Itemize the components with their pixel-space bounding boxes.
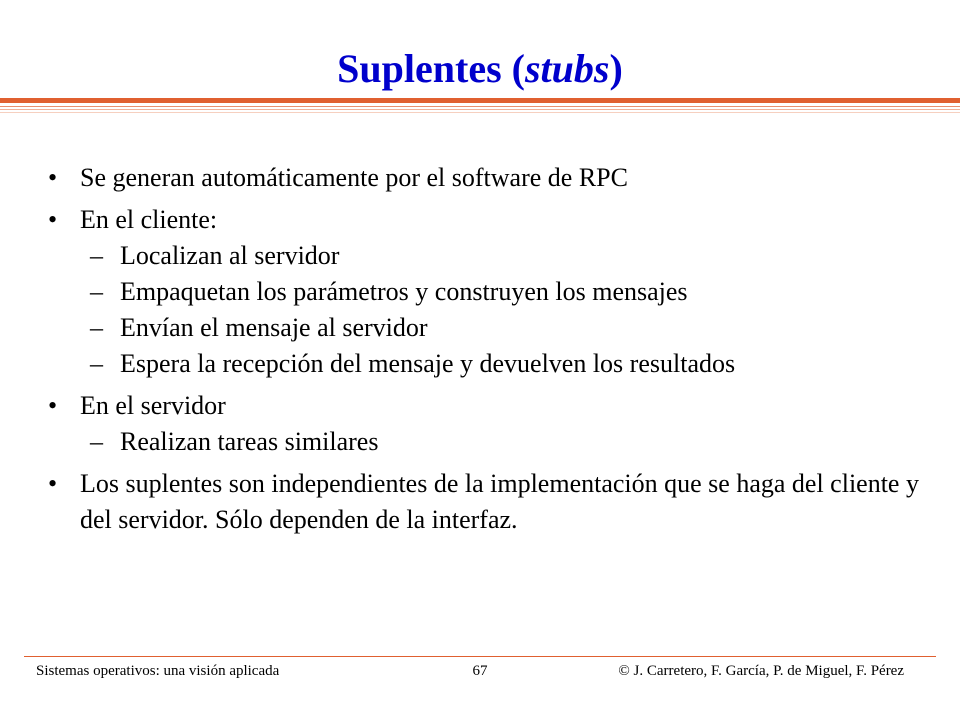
bullet-symbol: • <box>48 205 58 234</box>
sub-item-text: Realizan tareas similares <box>120 427 379 456</box>
slide-title-main: Suplentes ( <box>337 46 525 91</box>
sub-item-symbol: – <box>90 427 103 456</box>
title-underline <box>0 98 960 103</box>
sub-item <box>90 424 928 460</box>
bullet-symbol: • <box>48 469 58 498</box>
sub-item <box>90 274 928 310</box>
slide-title <box>0 44 960 94</box>
sub-item-text: Empaquetan los parámetros y construyen los mensajes <box>120 277 688 306</box>
bullet-list <box>48 160 928 544</box>
slide-title-close: ) <box>609 46 623 91</box>
sub-item-symbol: – <box>90 349 103 378</box>
sub-item <box>90 310 928 346</box>
sub-item <box>90 238 928 274</box>
sub-item <box>90 346 928 382</box>
footer-divider <box>24 656 936 657</box>
bullet-symbol: • <box>48 391 58 420</box>
sub-item-symbol: – <box>90 241 103 270</box>
sub-item-text: Localizan al servidor <box>120 241 340 270</box>
bullet-item <box>48 388 928 460</box>
title-underline-shade-2 <box>0 109 960 110</box>
bullet-symbol: • <box>48 163 58 192</box>
footer-copyright: © J. Carretero, F. García, P. de Miguel, F. Pérez <box>618 663 904 679</box>
bullet-item <box>48 466 928 538</box>
footer-book-title: Sistemas operativos: una visión aplicada <box>36 663 280 679</box>
bullet-item <box>48 160 928 196</box>
sub-item-symbol: – <box>90 277 103 306</box>
title-underline-shade-1 <box>0 106 960 107</box>
sub-item-text: Envían el mensaje al servidor <box>120 313 428 342</box>
sub-item-text: Espera la recepción del mensaje y devuelven los resultados <box>120 349 736 378</box>
bullet-item <box>48 202 928 382</box>
sub-item-symbol: – <box>90 313 103 342</box>
bullet-text: En el cliente: <box>80 205 218 234</box>
title-underline-shade-3 <box>0 112 960 113</box>
bullet-text: En el servidor <box>80 391 226 420</box>
page-number: 67 <box>472 663 488 679</box>
slide-title-italic: stubs <box>524 46 610 91</box>
bullet-text: Se generan automáticamente por el software de RPC <box>80 163 628 192</box>
bullet-text: Los suplentes son independientes de la implementación que se haga del cliente y del servidor. Sólo dependen de la interfaz. <box>80 469 919 534</box>
